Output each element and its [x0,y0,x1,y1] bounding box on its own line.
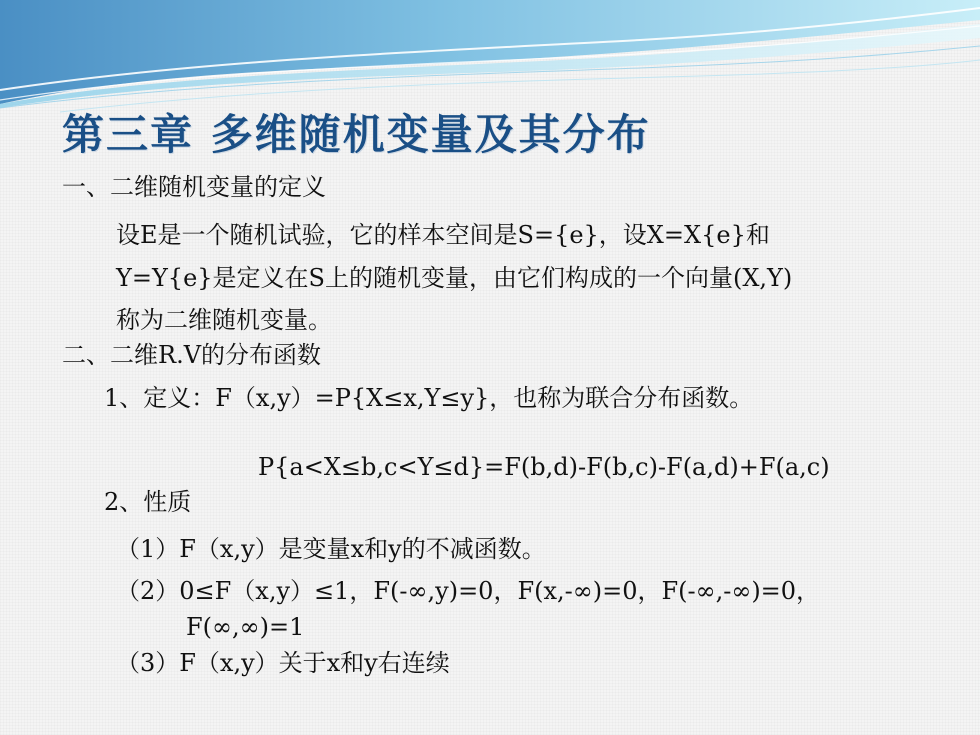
section1-heading: 一、二维随机变量的定义 [62,173,326,201]
property-2: （2）0≤F（x,y）≤1，F(-∞,y)=0，F(x,-∞)=0，F(-∞,-∞)=0， [116,577,821,605]
property-3: （3）F（x,y）关于x和y右连续 [116,649,450,677]
definition-line: 1、定义：F（x,y）=P{X≤x,Y≤y}，也称为联合分布函数。 [104,384,754,412]
section1-body-line-1: 设E是一个随机试验，它的样本空间是S={e}，设X=X{e}和 [116,221,770,249]
section1-body-line-3: 称为二维随机变量。 [116,306,332,334]
properties-heading: 2、性质 [104,488,192,516]
section1-body-line-2: Y=Y{e}是定义在S上的随机变量，由它们构成的一个向量(X,Y) [116,264,793,292]
slide-title: 第三章 多维随机变量及其分布 [62,110,651,159]
probability-formula: P{a<X≤b,c<Y≤d}=F(b,d)-F(b,c)-F(a,d)+F(a,c) [258,453,830,481]
property-1: （1）F（x,y）是变量x和y的不减函数。 [116,535,546,563]
property-2-continued: F(∞,∞)=1 [186,613,305,641]
section2-heading: 二、二维R.V的分布函数 [62,341,322,369]
